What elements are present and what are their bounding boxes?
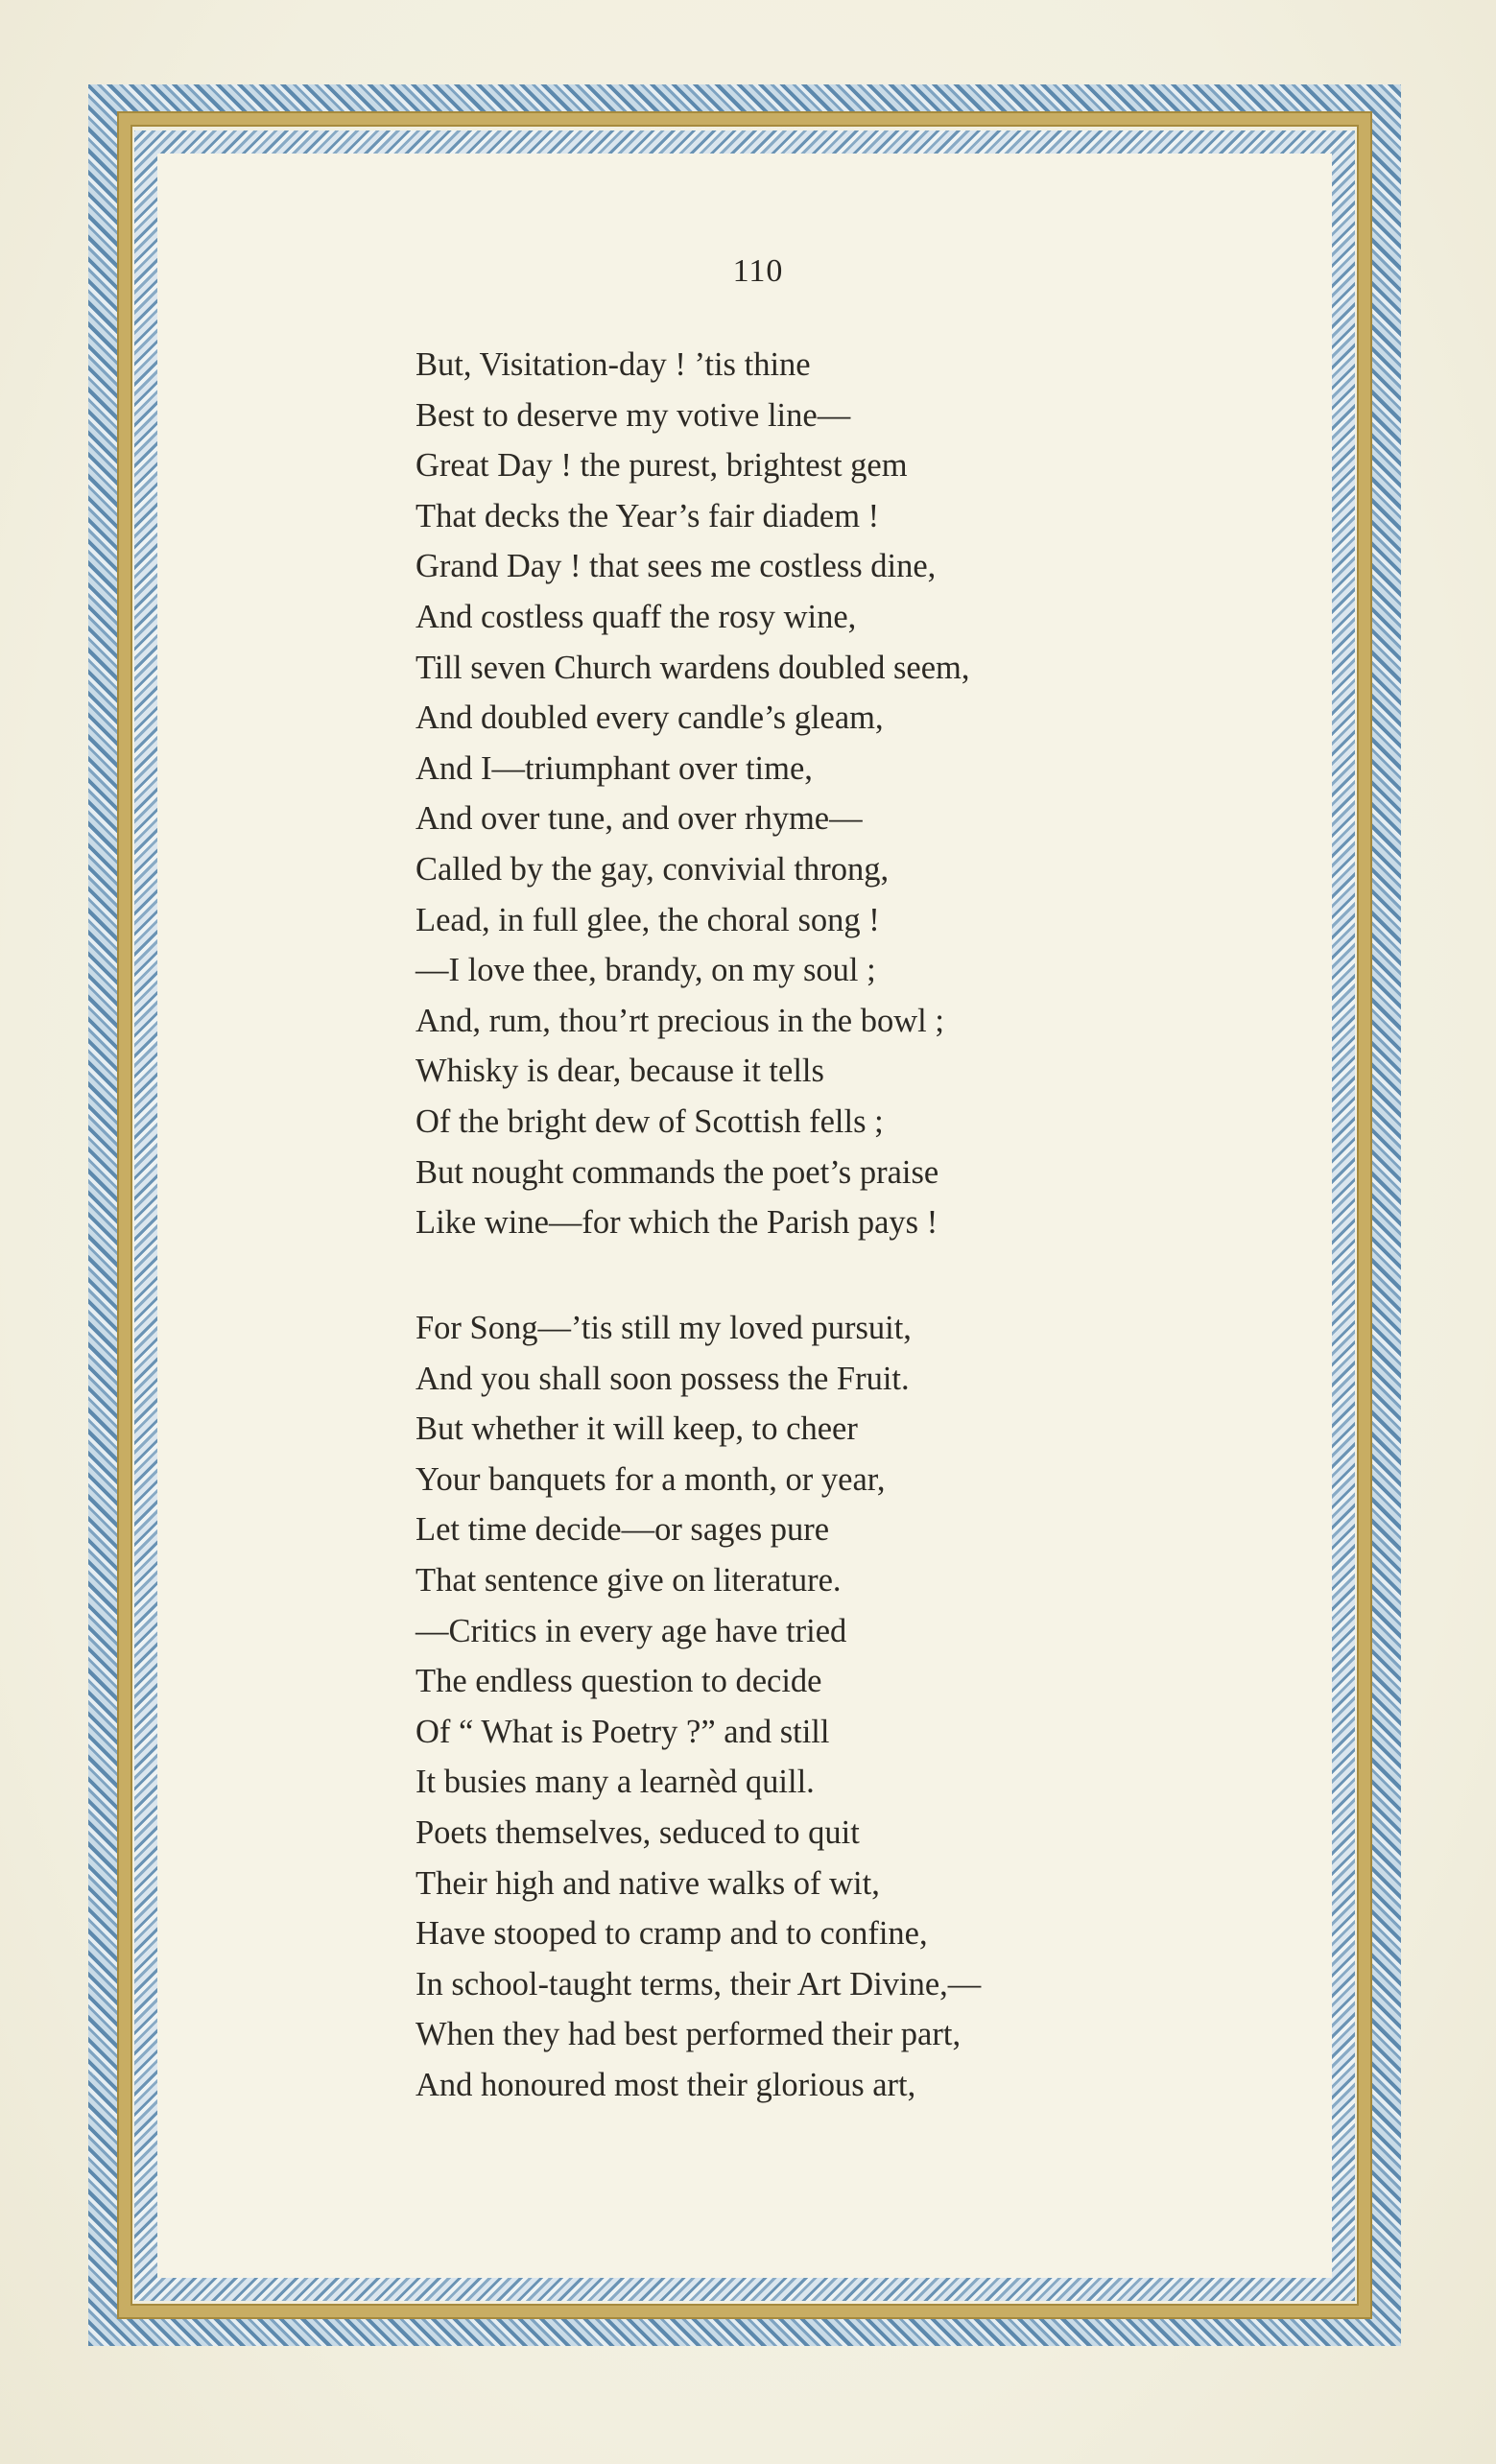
poem-line: And you shall soon possess the Fruit. [416,1360,910,1397]
poem-line: Till seven Church wardens doubled seem, [416,649,970,686]
poem-line: When they had best performed their part, [416,2016,962,2053]
poem-line: And over tune, and over rhyme— [416,800,863,838]
poem-line: Like wine—for which the Parish pays ! [416,1204,938,1242]
poem-line: And, rum, thou’rt precious in the bowl ; [416,1002,944,1039]
poem-line: And I—triumphant over time, [416,749,813,787]
poem-line: That sentence give on literature. [416,1561,842,1599]
poem-line: For Song—’tis still my loved pursuit, [416,1310,912,1346]
poem-line: The endless question to decide [416,1663,822,1700]
page-number: 110 [732,253,784,289]
poem-line: That decks the Year’s fair diadem ! [416,497,880,534]
poem-line: Your banquets for a month, or year, [416,1460,886,1498]
poem-line: Best to deserve my votive line— [416,396,851,434]
poem-line: Poets themselves, seduced to quit [416,1813,860,1851]
poem-line: But, Visitation-day ! ’tis thine [416,346,811,383]
poem-line: Of “ What is Poetry ?” and still [416,1713,830,1750]
poem-line: But nought commands the poet’s praise [416,1153,939,1191]
poem-line: Whisky is dear, because it tells [416,1053,824,1090]
poem-line: —I love thee, brandy, on my soul ; [416,952,876,989]
poem-line: Have stooped to cramp and to confine, [416,1915,928,1953]
poem-line: Lead, in full glee, the choral song ! [416,901,880,938]
poem-line: And costless quaff the rosy wine, [416,598,857,635]
poem-line: And honoured most their glorious art, [416,2066,916,2103]
poem-line: And doubled every candle’s gleam, [416,699,884,737]
poem-line: Let time decide—or sages pure [416,1511,830,1549]
poem-line: Their high and native walks of wit, [416,1864,880,1902]
poem-line: In school-taught terms, their Art Divine,— [416,1965,982,2002]
poem-line: Called by the gay, convivial throng, [416,850,890,888]
stanza-1 [416,340,969,1248]
poem-line: Grand Day ! that sees me costless dine, [416,548,937,585]
poem-line: It busies many a learnèd quill. [416,1764,815,1801]
poem-line: Of the bright dew of Scottish fells ; [416,1102,884,1140]
poem-line: —Critics in every age have tried [416,1612,847,1649]
poem-line: Great Day ! the purest, brightest gem [416,447,908,485]
stanza-2 [416,1303,981,2111]
poem-line: But whether it will keep, to cheer [416,1410,858,1448]
